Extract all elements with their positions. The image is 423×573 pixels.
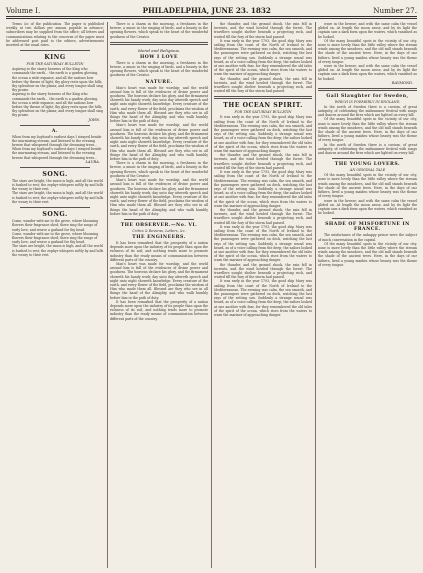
- poem-title: KING: [44, 54, 66, 62]
- column-separator: [211, 22, 212, 568]
- masthead-rule-top: [6, 16, 417, 17]
- poem-signature: JOHN.: [88, 117, 100, 122]
- divider: [20, 125, 90, 126]
- article-paragraph: wave in the breeze; and with the same calm the vessel glided on. At length the moon arose, and by its light the captain saw a dark form upon the waters, which vanished as he looked.: [318, 22, 417, 39]
- article-paragraph: Man's heart was made for worship; and the world around him is full of the evidences of divine power and goodness. The heavens declare his glory, and the firmament showeth his handy work; day unto day uttereth speech and night unto night showeth knowledge. Every creature of the earth, and every flower of the field, proclaims the wisdom of Him who made them all. Blessed are they who see in all things the hand of the Almighty, and who walk humbly before him in the path of duty.: [110, 178, 208, 216]
- poem-title: SONG.: [42, 211, 68, 219]
- divider: [110, 42, 208, 45]
- article-paragraph: It was early in the year 1793, the good ship Mary was sailing from the coast of the North of Ireland to the Mediterranean. The evening was calm, the sea smooth, and the passengers were gathered on deck, watching the last rays of the setting sun. Suddenly a strange sound was heard, as of a voice calling from the deep; the sailors looked at one another with fear, for they remembered the old tales of the spirit of the ocean, which rises from the waters to warn the mariner of approaching danger.: [214, 38, 312, 77]
- article-subheading: AN ORIGINAL TALE: [349, 168, 386, 173]
- article-subheading: WHICH IS FORMERLY IN ENGLAND.: [334, 99, 401, 104]
- divider: [20, 167, 90, 168]
- article-paragraph: Of the many beautiful spots in the vicinity of our city, none is more lovely than the little valley where the stream winds among the meadows, and the old mill stands beneath the shade of the ancient trees. Here, in the days of our fathers, lived a young maiden whose beauty was the theme of every tongue.: [318, 38, 417, 64]
- article-paragraph: It was early in the year 1793, the good ship Mary was sailing from the coast of the North of Ireland to the Mediterranean. The evening was calm, the sea smooth, and the passengers were gathered on deck, watching the last rays of the setting sun. Suddenly a strange sound was heard, as of a voice calling from the deep; the sailors looked at one another with fear, for they remembered the old tales of the spirit of the ocean, which rises from the waters to warn the mariner of approaching danger.: [214, 170, 312, 208]
- article-paragraph: the thunder, and the ground shook, the rain fell in torrents, and the wind howled through the forest. The travellers sought shelter beneath a projecting rock, and waited till the fury of the storm had passed.: [214, 22, 312, 39]
- article-paragraph: It was early in the year 1793, the good ship Mary was sailing from the coast of the North of Ireland to the Mediterranean. The evening was calm, the sea smooth, and the passengers were gathered on deck, watching the last rays of the setting sun. Suddenly a strange sound was heard, as of a voice calling from the deep; the sailors looked at one another with fear, for they remembered the old tales of the spirit of the ocean, which rises from the waters to warn the mariner of approaching danger.: [214, 224, 312, 263]
- intro-paragraph: Terms &c of the publication. The paper is published weekly at two dollars per annum payable in advance; subscribers may be supplied from the office; all letters and communications relating to the concerns of the paper must be addressed post paid to the editors; advertisements inserted at the usual rates.: [6, 22, 104, 48]
- article-paragraph: the thunder, and the ground shook, the rain fell in torrents, and the wind howled through the forest. The travellers sought shelter beneath a projecting rock, and waited till the fury of the storm had passed.: [214, 207, 312, 225]
- city-date: PHILADELPHIA, JUNE 23. 1832: [142, 5, 271, 15]
- divider: [20, 207, 90, 208]
- article-subheading: Critics & Reviews, Letters, &c.: [132, 228, 186, 233]
- poem-body-repeat: Aspiring to the starry heavens of the King who commands the earth... the earth is a garden glowing, the ocean a wide expanse, and all the nations bow before thy throne of light; thy glory rests upon the hills, thy splendour on the plains; and every tongue shall sing thy praise.: [12, 92, 103, 118]
- poem-signature: LAURA.: [85, 159, 100, 164]
- column-4: [318, 22, 417, 568]
- poem-byline: FOR THE SATURDAY BULLETIN: [26, 62, 84, 67]
- column-3: [214, 22, 312, 568]
- article-paragraph: In the north of Sweden there is a custom, of great antiquity, of celebrating the midsummer festival with songs and dances around the fires which are lighted on every hill.: [318, 142, 417, 156]
- poem-body: Come, wander with me to the grove, where blooming flowers their fragrance shed; there sing the songs of early love, and weave a garland for thy head.: [12, 219, 99, 232]
- poem-body-repeat: The stars are bright, the moon is high, and all the world is hushed to rest; the zephyr whispers softly by and lulls the weary to their rest.: [12, 191, 104, 204]
- column-separator: [315, 22, 316, 568]
- article-byline: FOR THE SATURDAY BULLETIN: [234, 110, 292, 115]
- article-paragraph: It was early in the year 1793, the good ship Mary was sailing from the coast of the North of Ireland to the Mediterranean. The evening was calm, the sea smooth, and the passengers were gathered on deck, watching the last rays of the setting sun. Suddenly a strange sound was heard, as of a voice calling from the deep; the sailors looked at one another with fear, for they remembered the old tales of the spirit of the ocean, which rises from the waters to warn the mariner of approaching danger.: [214, 279, 312, 317]
- article-paragraph: Of the many beautiful spots in the vicinity of our city, none is more lovely than the little valley where the stream winds among the meadows, and the old mill stands beneath the shade of the ancient trees. Here, in the days of our fathers, lived a young maiden whose beauty was the theme of every tongue.: [318, 173, 417, 199]
- poem-body-repeat: The stars are bright, the moon is high, and all the world is hushed to rest; the zephyr whispers softly by and lulls the weary to their rest.: [12, 244, 104, 257]
- article-paragraph: the thunder, and the ground shook, the rain fell in torrents, and the wind howled through the forest. The travellers sought shelter beneath a projecting rock, and waited till the fury of the storm had passed.: [214, 76, 312, 94]
- poem-title: A.: [51, 128, 59, 134]
- article-paragraph: wave in the breeze; and with the same calm the vessel glided on. At length the moon arose, and by its light the captain saw a dark form upon the waters, which vanished as he looked.: [318, 64, 417, 81]
- poem-title: SONG.: [42, 170, 68, 178]
- article-paragraph: It has been remarked that the prosperity of a nation depends more upon the industry of its people than upon the richness of its soil; and nothing tends more to promote industry than the ready means of communication between different parts of the country.: [110, 240, 208, 262]
- article-heading: NATURE.: [145, 79, 173, 85]
- column-1: [6, 22, 104, 568]
- masthead: [6, 4, 417, 16]
- article-paragraph: Of the many beautiful spots in the vicinity of our city, none is more lovely than the little valley where the stream winds among the meadows, and the old mill stands beneath the shade of the ancient trees. Here, in the days of our fathers, lived a young maiden whose beauty was the theme of every tongue.: [318, 241, 417, 267]
- divider: [214, 96, 312, 99]
- column-separator: [107, 22, 108, 568]
- poem-body: When from my boyhood's earliest days I strayed beside the murmuring stream, and listened to the evening breeze that whispered through the dreaming trees...: [12, 134, 102, 148]
- article-paragraph: It has been remarked that the prosperity of a nation depends more upon the industry of its people than upon the richness of its soil; and nothing tends more to promote industry than the ready means of communication between different parts of the country.: [110, 299, 208, 321]
- poem-body: Aspiring to the starry heavens of the King who commands the earth... the earth is a garden glowing, the ocean a wide expanse, and all the nations bow before thy throne of light; thy glory rests upon the hills, thy splendour on the plains; and every tongue shall sing thy praise.: [12, 67, 103, 93]
- article-signature: RAYMOND.: [391, 80, 413, 85]
- poem-body: The stars are bright, the moon is high, and all the world is hushed to rest; the zephyr whispers softly by and lulls the weary to their rest.: [12, 178, 104, 192]
- divider: [318, 88, 417, 91]
- article-heading: Gall Slaughter for Sweden,: [326, 93, 409, 99]
- article-paragraph: Of the many beautiful spots in the vicinity of our city, none is more lovely than the little valley where the stream winds among the meadows, and the old mill stands beneath the shade of the ancient trees. Here, in the days of our fathers, lived a young maiden whose beauty was the theme of every tongue.: [318, 117, 417, 143]
- divider: [332, 218, 403, 219]
- article-paragraph: Man's heart was made for worship; and the world around him is full of the evidences of divine power and goodness. The heavens declare his glory, and the firmament showeth his handy work; day unto day uttereth speech and night unto night showeth knowledge. Every creature of the earth, and every flower of the field, proclaims the wisdom of Him who made them all. Blessed are they who see in all things the hand of the Almighty, and who walk humbly before him in the path of duty.: [110, 85, 208, 124]
- article-heading: THE OCEAN SPIRIT.: [223, 102, 303, 110]
- article-heading: SHADE OF MISFORTUNE IN FRANCE.: [325, 222, 410, 233]
- volume-label: Volume I.: [6, 5, 41, 15]
- article-paragraph: Man's heart was made for worship; and the world around him is full of the evidences of divine power and goodness. The heavens declare his glory, and the firmament showeth his handy work; day unto day uttereth speech and night unto night showeth knowledge. Every creature of the earth, and every flower of the field, proclaims the wisdom of Him who made them all. Blessed are they who see in all things the hand of the Almighty, and who walk humbly before him in the path of duty.: [110, 123, 208, 162]
- article-paragraph: The misfortunes of the unhappy prince were the subject of much conversation in the capital.: [318, 233, 417, 242]
- divider: [332, 158, 403, 159]
- issue-number: Number 27.: [373, 5, 417, 15]
- article-paragraph: There is a charm in the morning, a freshness in the breeze, a music in the singing of birds, and a beauty in the opening flowers, which speak to the heart of the wonderful goodness of the Creator.: [110, 60, 208, 78]
- masthead-rule-bottom: [6, 18, 417, 19]
- section-title: Moral and Religious.: [137, 47, 181, 53]
- column-2: [110, 22, 208, 568]
- article-paragraph: There is a charm in the morning, a freshness in the breeze, a music in the singing of birds, and a beauty in the opening flowers, which speak to the heart of the wonderful goodness of the Creator.: [110, 22, 208, 39]
- article-paragraph: the thunder, and the ground shook, the rain fell in torrents, and the wind howled through the forest. The travellers sought shelter beneath a projecting rock, and waited till the fury of the storm had passed.: [214, 262, 312, 280]
- article-paragraph: In the north of Sweden there is a custom, of great antiquity, of celebrating the midsummer festival with songs and dances around the fires which are lighted on every hill.: [318, 104, 417, 118]
- article-paragraph: Man's heart was made for worship; and the world around him is full of the evidences of divine power and goodness. The heavens declare his glory, and the firmament showeth his handy work; day unto day uttereth speech and night unto night showeth knowledge. Every creature of the earth, and every flower of the field, proclaims the wisdom of Him who made them all. Blessed are they who see in all things the hand of the Almighty, and who walk humbly before him in the path of duty.: [110, 261, 208, 300]
- divider: [124, 219, 194, 220]
- divider: [20, 50, 90, 51]
- article-paragraph: There is a charm in the morning, a freshness in the breeze, a music in the singing of birds, and a beauty in the opening flowers, which speak to the heart of the wonderful goodness of the Creator.: [110, 161, 208, 178]
- article-heading: HOW I LOVE: [139, 54, 179, 60]
- article-paragraph: the thunder, and the ground shook, the rain fell in torrents, and the wind howled through the forest. The travellers sought shelter beneath a projecting rock, and waited till the fury of the storm had passed.: [214, 153, 312, 170]
- article-paragraph: It was early in the year 1793, the good ship Mary was sailing from the coast of the North of Ireland to the Mediterranean. The evening was calm, the sea smooth, and the passengers were gathered on deck, watching the last rays of the setting sun. Suddenly a strange sound was heard, as of a voice calling from the deep; the sailors looked at one another with fear, for they remembered the old tales of the spirit of the ocean, which rises from the waters to warn the mariner of approaching danger.: [214, 115, 312, 154]
- article-paragraph: wave in the breeze; and with the same calm the vessel glided on. At length the moon arose, and by its light the captain saw a dark form upon the waters, which vanished as he looked.: [318, 198, 417, 216]
- article-heading: THE ENGINEERS.: [132, 234, 186, 240]
- poem-body-repeat: When from my boyhood's earliest days I strayed beside the murmuring stream, and listened to the evening breeze that whispered through the dreaming trees...: [12, 147, 102, 160]
- poem-body-repeat: Come, wander with me to the grove, where blooming flowers their fragrance shed; there sing the songs of early love, and weave a garland for thy head.: [12, 231, 99, 245]
- article-heading: THE OBSERVER.—No. VI.: [120, 222, 198, 228]
- article-heading: THE YOUNG LOVERS.: [334, 162, 401, 168]
